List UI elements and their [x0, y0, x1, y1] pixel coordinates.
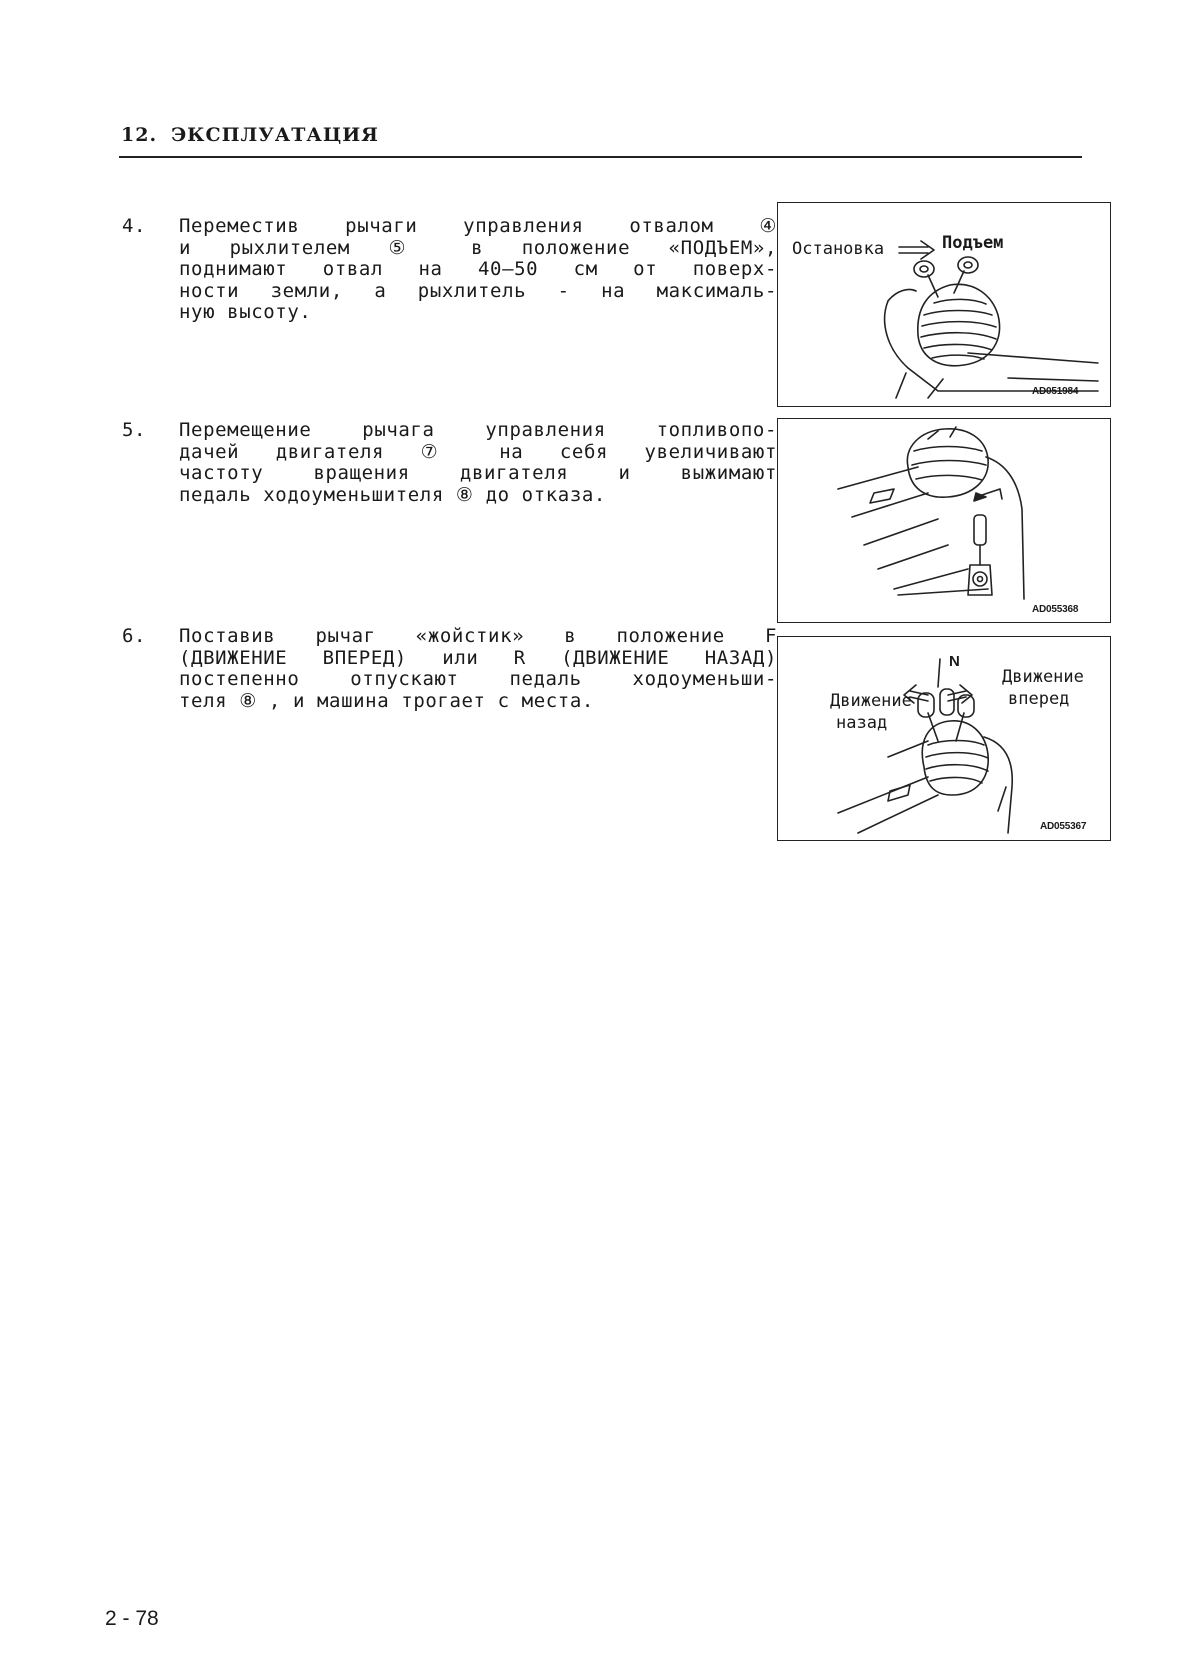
step-line: поднимают отвал на 40—50 см от поверх-: [179, 258, 777, 280]
label-forward-1: Движение: [1002, 667, 1084, 687]
step-number: 6.: [122, 625, 147, 647]
step-line: Переместив рычаги управления отвалом ④: [179, 215, 777, 237]
step-text: [179, 216, 777, 324]
label-stop: Остановка: [792, 239, 885, 259]
page-number: 2 - 78: [105, 1607, 159, 1630]
header-rule: [119, 156, 1082, 158]
step-text: [179, 420, 777, 506]
step-line: Поставив рычаг «жойстик» в положение F: [179, 625, 777, 647]
figure-code: AD051984: [1032, 386, 1079, 397]
label-forward-2: вперед: [1008, 689, 1070, 709]
step-line: педаль ходоуменьшителя ⑧ до отказа.: [179, 483, 606, 506]
label-neutral: N: [949, 653, 960, 670]
figure-fuel-control: [777, 418, 1111, 623]
step-line: ную высоту.: [179, 301, 312, 323]
step-line: дачей двигателя ⑦ на себя увеличивают: [179, 440, 777, 463]
label-lift: Подъем: [942, 233, 1004, 253]
step-line: Перемещение рычага управления топливопо-: [179, 419, 777, 441]
figure-joystick: [777, 636, 1111, 841]
section-header: [121, 124, 379, 146]
figure-lift-levers: [777, 202, 1111, 407]
step-number: 5.: [122, 419, 147, 441]
step-line: и рыхлителем ⑤ в положение «ПОДЪЕМ»,: [179, 236, 777, 259]
section-number: 12.: [121, 124, 158, 146]
label-back-2: назад: [836, 713, 888, 733]
fuel-control-illustration: [778, 419, 1110, 622]
step-text: [179, 626, 777, 712]
step-line: частоту вращения двигателя и выжимают: [179, 462, 777, 484]
figure-code: AD055368: [1032, 604, 1079, 615]
figure-code: AD055367: [1040, 821, 1087, 832]
section-title: ЭКСПЛУАТАЦИЯ: [171, 124, 379, 146]
label-back-1: Движение: [830, 691, 912, 711]
step-line: теля ⑧ , и машина трогает с места.: [179, 689, 594, 712]
step-line: ности земли, а рыхлитель - на максималь-: [179, 279, 777, 302]
step-line: постепенно отпускают педаль ходоуменьши-: [179, 668, 777, 690]
step-number: 4.: [122, 215, 147, 237]
step-line: (ДВИЖЕНИЕ ВПЕРЕД) или R (ДВИЖЕНИЕ НАЗАД): [179, 646, 777, 669]
